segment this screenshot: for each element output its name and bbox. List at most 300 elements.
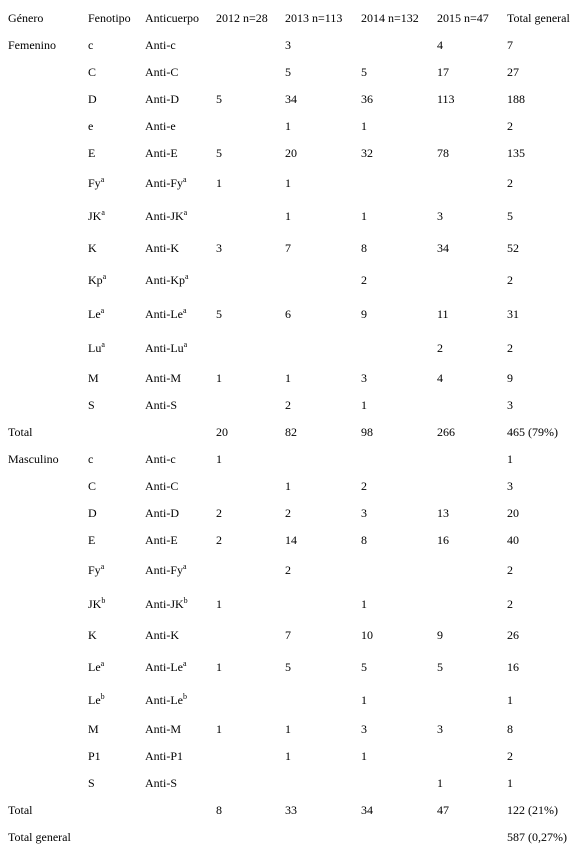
cell-total-general xyxy=(507,627,519,643)
table-row xyxy=(0,145,587,169)
cell-2015-text: 266 xyxy=(437,425,455,439)
cell-2012-text: 2 xyxy=(216,506,222,520)
cell-2014 xyxy=(361,596,367,612)
cell-fenotipo-superscript: a xyxy=(100,306,105,315)
cell-total-general xyxy=(507,775,513,791)
table-row xyxy=(0,424,587,448)
cell-2015 xyxy=(437,306,449,322)
cell-2012-text: 5 xyxy=(216,146,222,160)
cell-2015 xyxy=(437,208,443,224)
cell-anticuerpo xyxy=(145,397,177,413)
table-row xyxy=(0,91,587,115)
cell-anticuerpo-text: Anti-D xyxy=(145,92,179,106)
cell-total-general-text: 2 xyxy=(507,176,513,190)
cell-2013 xyxy=(285,505,291,521)
cell-anticuerpo xyxy=(145,118,176,134)
cell-fenotipo-superscript: a xyxy=(101,208,105,217)
cell-2013 xyxy=(285,532,297,548)
cell-anticuerpo-text: Anti-E xyxy=(145,533,178,547)
table-row xyxy=(0,692,587,716)
cell-total-general-text: 31 xyxy=(507,307,519,321)
cell-2014-text: 1 xyxy=(361,398,367,412)
cell-2013-text: 1 xyxy=(285,479,291,493)
cell-2013 xyxy=(285,802,297,818)
cell-total-general xyxy=(507,118,513,134)
cell-anticuerpo xyxy=(145,91,179,107)
cell-2013 xyxy=(285,659,291,675)
cell-anticuerpo xyxy=(145,272,189,288)
cell-2013-text: 1 xyxy=(285,209,291,223)
cell-fenotipo-text: Fy xyxy=(88,176,101,190)
cell-anticuerpo xyxy=(145,596,188,612)
cell-2013-text: 7 xyxy=(285,241,291,255)
cell-total-general xyxy=(507,64,519,80)
cell-fenotipo xyxy=(88,370,99,386)
cell-2013-text: 20 xyxy=(285,146,297,160)
cell-2014-text: 98 xyxy=(361,425,373,439)
cell-2012-text: 1 xyxy=(216,660,222,674)
cell-anticuerpo-text: Anti-S xyxy=(145,398,178,412)
header-genero: Género xyxy=(8,11,44,25)
cell-anticuerpo xyxy=(145,64,178,80)
table-row xyxy=(0,64,587,88)
cell-2012-text: 5 xyxy=(216,92,222,106)
cell-anticuerpo xyxy=(145,627,179,643)
cell-2015 xyxy=(437,505,449,521)
cell-2014-text: 10 xyxy=(361,628,373,642)
cell-anticuerpo xyxy=(145,37,176,53)
cell-2013 xyxy=(285,240,291,256)
cell-2014-text: 9 xyxy=(361,307,367,321)
cell-2014-text: 34 xyxy=(361,803,373,817)
cell-2012 xyxy=(216,240,222,256)
cell-fenotipo xyxy=(88,64,96,80)
cell-2013 xyxy=(285,478,291,494)
cell-fenotipo xyxy=(88,748,101,764)
table-row xyxy=(0,397,587,421)
cell-2014 xyxy=(361,478,367,494)
cell-2014-text: 8 xyxy=(361,241,367,255)
cell-2015 xyxy=(437,659,443,675)
cell-2013 xyxy=(285,208,291,224)
cell-fenotipo-text: Le xyxy=(88,693,101,707)
cell-2013 xyxy=(285,748,291,764)
cell-total-general xyxy=(507,478,513,494)
cell-total-general xyxy=(507,748,513,764)
cell-anticuerpo-text: Anti-e xyxy=(145,119,176,133)
cell-fenotipo xyxy=(88,208,105,224)
header-2012: 2012 n=28 xyxy=(216,11,268,25)
cell-total-general xyxy=(507,659,519,675)
cell-anticuerpo xyxy=(145,748,183,764)
cell-2014 xyxy=(361,208,367,224)
cell-2014 xyxy=(361,721,367,737)
cell-anticuerpo-text: Anti-C xyxy=(145,479,179,493)
cell-total-general xyxy=(507,829,567,845)
cell-2015-text: 34 xyxy=(437,241,449,255)
cell-total-general-text: 2 xyxy=(507,119,513,133)
cell-fenotipo-text: D xyxy=(88,92,97,106)
cell-2012-text: 1 xyxy=(216,371,222,385)
cell-2015 xyxy=(437,424,455,440)
table-row xyxy=(0,272,587,296)
cell-2015 xyxy=(437,370,443,386)
cell-total-general xyxy=(507,340,513,356)
cell-2014 xyxy=(361,240,367,256)
cell-total-general-text: 2 xyxy=(507,563,513,577)
cell-2014-text: 2 xyxy=(361,273,367,287)
table-row xyxy=(0,596,587,620)
cell-total-general-text: 52 xyxy=(507,241,519,255)
cell-total-general-text: 1 xyxy=(507,776,513,790)
cell-2014-text: 1 xyxy=(361,597,367,611)
cell-anticuerpo-text: Anti-D xyxy=(145,506,179,520)
cell-2015-text: 17 xyxy=(437,65,449,79)
table-row xyxy=(0,118,587,142)
table-row xyxy=(0,659,587,683)
cell-2012-text: 1 xyxy=(216,452,222,466)
cell-fenotipo-text: E xyxy=(88,146,96,160)
cell-fenotipo-superscript: a xyxy=(102,272,107,281)
header-fenotipo: Fenotipo xyxy=(88,11,131,25)
cell-2014 xyxy=(361,627,373,643)
table-row xyxy=(0,748,587,772)
cell-anticuerpo-text: Anti-Fy xyxy=(145,176,184,190)
cell-2014-text: 5 xyxy=(361,65,367,79)
cell-2013-text: 5 xyxy=(285,65,291,79)
cell-fenotipo-text: C xyxy=(88,65,97,79)
cell-2012-text: 20 xyxy=(216,425,228,439)
cell-2014 xyxy=(361,424,373,440)
cell-anticuerpo xyxy=(145,659,187,675)
cell-anticuerpo-text: Anti-K xyxy=(145,241,179,255)
cell-2013 xyxy=(285,118,291,134)
cell-2015-text: 113 xyxy=(437,92,455,106)
cell-total-general-text: 2 xyxy=(507,341,513,355)
cell-total-general xyxy=(507,505,519,521)
cell-total-general xyxy=(507,562,513,578)
cell-2015-text: 4 xyxy=(437,38,443,52)
cell-2012 xyxy=(216,175,222,191)
cell-genero-text: Femenino xyxy=(8,38,56,52)
cell-genero-text: Masculino xyxy=(8,452,59,466)
cell-2012 xyxy=(216,721,222,737)
cell-anticuerpo-text: Anti-c xyxy=(145,38,176,52)
cell-anticuerpo-text: Anti-Kp xyxy=(145,273,185,287)
cell-2013 xyxy=(285,306,291,322)
cell-2015 xyxy=(437,721,443,737)
cell-fenotipo xyxy=(88,562,104,578)
cell-2013-text: 7 xyxy=(285,628,291,642)
cell-fenotipo-text: Le xyxy=(88,660,101,674)
table-row xyxy=(0,306,587,330)
cell-2015 xyxy=(437,775,443,791)
cell-fenotipo-text: C xyxy=(88,479,97,493)
cell-fenotipo-text: Fy xyxy=(88,563,101,577)
cell-total-general-text: 3 xyxy=(507,398,513,412)
cell-fenotipo-text: c xyxy=(88,452,94,466)
cell-anticuerpo-text: Anti-c xyxy=(145,452,176,466)
cell-2015 xyxy=(437,240,449,256)
cell-2013-text: 2 xyxy=(285,398,291,412)
cell-total-general-text: 5 xyxy=(507,209,513,223)
cell-2013 xyxy=(285,145,297,161)
cell-fenotipo xyxy=(88,118,93,134)
cell-anticuerpo-superscript: a xyxy=(183,208,188,217)
cell-anticuerpo-text: Anti-Lu xyxy=(145,341,184,355)
cell-anticuerpo xyxy=(145,175,187,191)
cell-anticuerpo xyxy=(145,505,179,521)
cell-2015-text: 3 xyxy=(437,722,443,736)
table-row xyxy=(0,532,587,556)
cell-2013 xyxy=(285,562,291,578)
cell-fenotipo xyxy=(88,596,105,612)
cell-fenotipo xyxy=(88,340,105,356)
cell-2015-text: 9 xyxy=(437,628,443,642)
cell-total-general-text: 188 xyxy=(507,92,525,106)
cell-2014 xyxy=(361,306,367,322)
cell-fenotipo-superscript: b xyxy=(100,692,105,701)
cell-fenotipo xyxy=(88,397,95,413)
cell-anticuerpo-text: Anti-K xyxy=(145,628,179,642)
cell-total-general-text: 26 xyxy=(507,628,519,642)
cell-2013-text: 6 xyxy=(285,307,291,321)
cell-fenotipo-text: K xyxy=(88,628,97,642)
cell-2015-text: 78 xyxy=(437,146,449,160)
cell-fenotipo-text: e xyxy=(88,119,94,133)
cell-genero-text: Total xyxy=(8,803,33,817)
cell-fenotipo-text: Le xyxy=(88,307,101,321)
cell-fenotipo-superscript: a xyxy=(100,175,105,184)
cell-2015 xyxy=(437,532,449,548)
cell-anticuerpo xyxy=(145,775,177,791)
cell-fenotipo xyxy=(88,775,95,791)
cell-total-general xyxy=(507,802,558,818)
cell-2014 xyxy=(361,64,367,80)
cell-2013 xyxy=(285,424,297,440)
cell-fenotipo-text: E xyxy=(88,533,96,547)
cell-anticuerpo-superscript: a xyxy=(183,340,188,349)
cell-2015 xyxy=(437,340,443,356)
cell-total-general-text: 40 xyxy=(507,533,519,547)
cell-fenotipo-text: D xyxy=(88,506,97,520)
cell-fenotipo xyxy=(88,659,104,675)
cell-anticuerpo-superscript: a xyxy=(183,175,187,184)
cell-2013-text: 82 xyxy=(285,425,297,439)
cell-fenotipo xyxy=(88,145,95,161)
header-2014: 2014 n=132 xyxy=(361,11,419,25)
cell-2015 xyxy=(437,64,449,80)
cell-total-general-text: 587 (0,27%) xyxy=(507,830,567,844)
cell-total-general xyxy=(507,37,513,53)
cell-genero xyxy=(8,451,59,467)
cell-total-general-text: 20 xyxy=(507,506,519,520)
cell-2014-text: 1 xyxy=(361,693,367,707)
cell-fenotipo-text: JK xyxy=(88,209,102,223)
cell-2013-text: 3 xyxy=(285,38,291,52)
cell-2012-text: 2 xyxy=(216,533,222,547)
table-row xyxy=(0,37,587,61)
cell-fenotipo xyxy=(88,478,96,494)
cell-fenotipo xyxy=(88,721,99,737)
cell-2014-text: 2 xyxy=(361,479,367,493)
cell-genero-text: Total xyxy=(8,425,33,439)
cell-fenotipo xyxy=(88,272,106,288)
table-row xyxy=(0,340,587,364)
cell-2014-text: 3 xyxy=(361,371,367,385)
cell-2013 xyxy=(285,64,291,80)
cell-total-general-text: 122 (21%) xyxy=(507,803,558,817)
cell-2012-text: 8 xyxy=(216,803,222,817)
cell-anticuerpo xyxy=(145,562,187,578)
cell-total-general-text: 7 xyxy=(507,38,513,52)
cell-anticuerpo xyxy=(145,532,178,548)
table-row xyxy=(0,505,587,529)
header-2015: 2015 n=47 xyxy=(437,11,489,25)
cell-2012 xyxy=(216,306,222,322)
cell-2014 xyxy=(361,692,367,708)
cell-anticuerpo-text: Anti-P1 xyxy=(145,749,184,763)
cell-2013-text: 14 xyxy=(285,533,297,547)
table-row xyxy=(0,240,587,264)
cell-anticuerpo xyxy=(145,370,181,386)
table-row xyxy=(0,829,587,853)
cell-2013-text: 5 xyxy=(285,660,291,674)
cell-total-general xyxy=(507,91,525,107)
cell-2015-text: 4 xyxy=(437,371,443,385)
cell-2012 xyxy=(216,505,222,521)
cell-total-general xyxy=(507,272,513,288)
cell-2012-text: 5 xyxy=(216,307,222,321)
cell-2013 xyxy=(285,397,291,413)
table-row xyxy=(0,370,587,394)
cell-anticuerpo-text: Anti-M xyxy=(145,722,181,736)
cell-2014 xyxy=(361,397,367,413)
cell-fenotipo-text: JK xyxy=(88,597,102,611)
cell-2014-text: 3 xyxy=(361,506,367,520)
cell-anticuerpo-text: Anti-E xyxy=(145,146,178,160)
cell-2014-text: 32 xyxy=(361,146,373,160)
cell-fenotipo-text: Lu xyxy=(88,341,102,355)
cell-anticuerpo xyxy=(145,240,179,256)
cell-total-general-text: 9 xyxy=(507,371,513,385)
cell-anticuerpo xyxy=(145,478,178,494)
cell-fenotipo-text: P1 xyxy=(88,749,101,763)
cell-2014 xyxy=(361,118,367,134)
cell-fenotipo xyxy=(88,37,93,53)
cell-fenotipo xyxy=(88,627,97,643)
cell-total-general-text: 135 xyxy=(507,146,525,160)
table-row xyxy=(0,802,587,826)
cell-fenotipo xyxy=(88,91,97,107)
cell-fenotipo xyxy=(88,692,105,708)
cell-total-general xyxy=(507,397,513,413)
cell-2015-text: 11 xyxy=(437,307,449,321)
cell-anticuerpo-superscript: a xyxy=(185,272,189,281)
cell-total-general xyxy=(507,145,525,161)
table-row xyxy=(0,478,587,502)
cell-2015 xyxy=(437,91,455,107)
cell-2012-text: 1 xyxy=(216,597,222,611)
cell-fenotipo-text: S xyxy=(88,776,95,790)
cell-2012 xyxy=(216,451,222,467)
cell-fenotipo-text: K xyxy=(88,241,97,255)
cell-total-general xyxy=(507,532,519,548)
cell-total-general-text: 2 xyxy=(507,273,513,287)
cell-genero-text: Total general xyxy=(8,830,71,844)
cell-2015-text: 3 xyxy=(437,209,443,223)
cell-total-general-text: 1 xyxy=(507,693,513,707)
table-row xyxy=(0,208,587,232)
cell-total-general-text: 465 (79%) xyxy=(507,425,558,439)
cell-anticuerpo-text: Anti-JK xyxy=(145,209,184,223)
cell-total-general xyxy=(507,370,513,386)
cell-anticuerpo xyxy=(145,145,178,161)
cell-total-general-text: 8 xyxy=(507,722,513,736)
cell-fenotipo xyxy=(88,306,104,322)
table-row xyxy=(0,562,587,586)
table-header-row xyxy=(0,10,587,34)
cell-2014 xyxy=(361,748,367,764)
cell-anticuerpo-superscript: a xyxy=(183,562,187,571)
cell-2014-text: 1 xyxy=(361,119,367,133)
cell-2012-text: 3 xyxy=(216,241,222,255)
header-total-general: Total general xyxy=(507,11,570,25)
cell-total-general-text: 27 xyxy=(507,65,519,79)
cell-2015-text: 16 xyxy=(437,533,449,547)
cell-2013-text: 2 xyxy=(285,563,291,577)
table-row xyxy=(0,627,587,651)
cell-2013 xyxy=(285,627,291,643)
cell-anticuerpo-superscript: b xyxy=(183,596,188,605)
cell-anticuerpo-text: Anti-M xyxy=(145,371,181,385)
cell-2013-text: 2 xyxy=(285,506,291,520)
cell-total-general xyxy=(507,240,519,256)
cell-2014-text: 5 xyxy=(361,660,367,674)
table-row xyxy=(0,451,587,475)
cell-2014-text: 8 xyxy=(361,533,367,547)
cell-total-general-text: 1 xyxy=(507,452,513,466)
cell-2012 xyxy=(216,596,222,612)
cell-2014 xyxy=(361,370,367,386)
cell-genero xyxy=(8,424,33,440)
cell-2012 xyxy=(216,659,222,675)
table-row xyxy=(0,775,587,799)
cell-total-general xyxy=(507,306,519,322)
cell-fenotipo-text: c xyxy=(88,38,94,52)
cell-2013 xyxy=(285,175,291,191)
table-row xyxy=(0,175,587,199)
cell-2014 xyxy=(361,505,367,521)
cell-2012 xyxy=(216,370,222,386)
cell-fenotipo-superscript: a xyxy=(101,340,105,349)
cell-2012-text: 1 xyxy=(216,722,222,736)
cell-total-general xyxy=(507,208,513,224)
cell-2013-text: 1 xyxy=(285,119,291,133)
cell-anticuerpo xyxy=(145,340,187,356)
cell-2012 xyxy=(216,145,222,161)
cell-anticuerpo-superscript: a xyxy=(183,659,187,668)
cell-2014-text: 36 xyxy=(361,92,373,106)
cell-2014 xyxy=(361,91,373,107)
cell-fenotipo-text: M xyxy=(88,371,99,385)
cell-anticuerpo-text: Anti-Le xyxy=(145,660,183,674)
cell-2012-text: 1 xyxy=(216,176,222,190)
cell-2014-text: 1 xyxy=(361,749,367,763)
cell-2014 xyxy=(361,802,373,818)
cell-fenotipo xyxy=(88,451,93,467)
cell-2012 xyxy=(216,802,222,818)
